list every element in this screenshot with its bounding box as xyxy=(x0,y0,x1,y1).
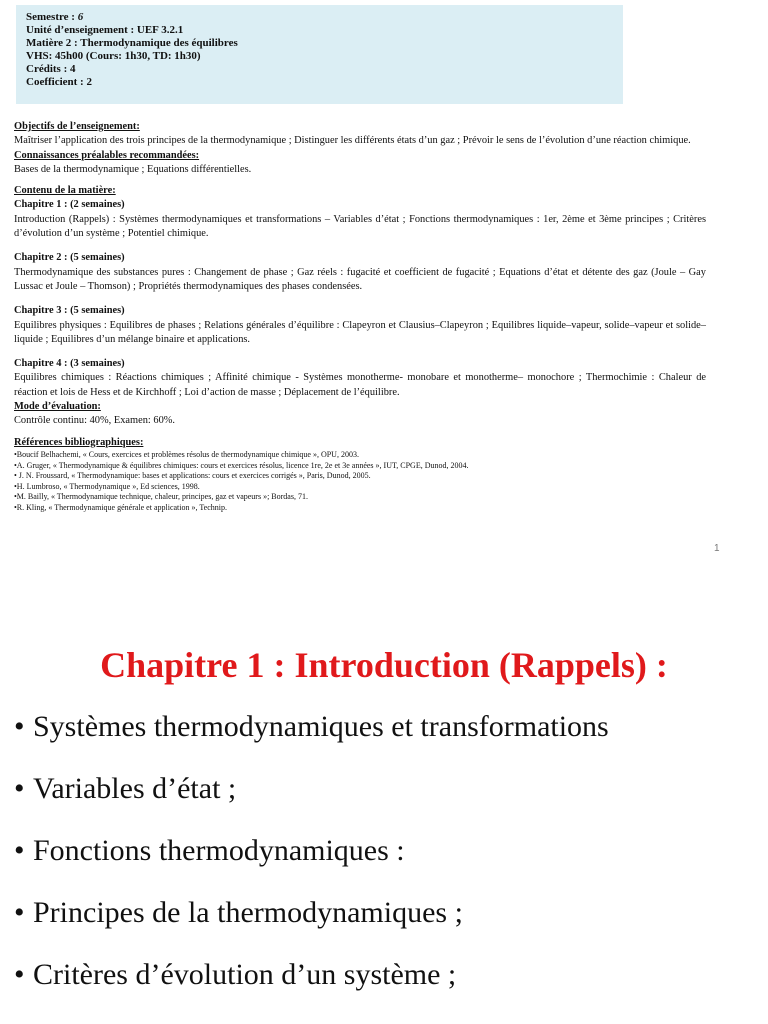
credits-line: Crédits : 4 xyxy=(26,63,76,75)
evaluation-heading: Mode d’évaluation: xyxy=(14,401,101,413)
bullet-text: Fonctions thermodynamiques : xyxy=(33,834,405,867)
chapter-1-label: Chapitre 1 : (2 semaines) xyxy=(14,199,125,211)
semestre-value: 6 xyxy=(77,11,84,23)
chapter-2-label: Chapitre 2 : (5 semaines) xyxy=(14,252,125,264)
bullet-marker: • xyxy=(14,710,25,743)
prerequis-heading: Connaissances préalables recommandées: xyxy=(14,149,200,161)
bullet-item xyxy=(14,956,764,1018)
references-list xyxy=(14,450,706,514)
bullet-text: Principes de la thermodynamiques ; xyxy=(33,896,463,929)
bullet-text: Variables d’état ; xyxy=(33,772,237,805)
semestre-label: Semestre : xyxy=(26,11,78,23)
references-heading: Références bibliographiques: xyxy=(14,436,144,448)
coefficient-line: Coefficient : 2 xyxy=(26,76,92,88)
reference-item: •R. Kling, « Thermodynamique générale et application », Technip. xyxy=(14,502,227,512)
contenu-heading: Contenu de la matière: xyxy=(14,185,116,197)
slide-chapter-1 xyxy=(0,590,768,1024)
objectifs-text: Maîtriser l’application des trois principes de la thermodynamique ; Distinguer les différents états d’un gaz ; Prévoir le sens de l’évolution d’une réaction chimique. xyxy=(14,135,691,147)
bullet-item xyxy=(14,894,764,956)
bullet-marker: • xyxy=(14,896,25,929)
bullet-list xyxy=(14,708,764,1018)
chapter-4-label: Chapitre 4 : (3 semaines) xyxy=(14,358,125,370)
chapter-1-text: Introduction (Rappels) : Systèmes thermodynamiques et transformations – Variables d’état ; Fonctions thermodynamiques : 1er, 2ème et 3ème principes ; Critères d’évolution d’un système ; Potentiel chimique. xyxy=(14,213,706,240)
reference-item: •H. Lumbroso, « Thermodynamique », Ed sciences, 1998. xyxy=(14,481,200,491)
vhs-line: VHS: 45h00 (Cours: 1h30, TD: 1h30) xyxy=(26,50,201,62)
syllabus-content xyxy=(14,120,706,514)
reference-item: •Boucif Belhachemi, « Cours, exercices et problèmes résolus de thermodynamique chimique », OPU, 2003. xyxy=(14,449,359,459)
chapter-4-text: Equilibres chimiques : Réactions chimiques ; Affinité chimique - Systèmes monotherme- monobare et monotherme– monochore ; Thermochimie : Chaleur de réaction et lois de Hess et de Kirchhoff ; Loi d’action de masse ; Déplacement de l’équilibre. xyxy=(14,372,706,398)
slide-title: Chapitre 1 : Introduction (Rappels) : xyxy=(100,645,668,685)
reference-item: •A. Gruger, « Thermodynamique & équilibres chimiques: cours et exercices résolus, licence 1re, 2e et 3e années », IUT, CPGE, Dunod, 2004. xyxy=(14,460,469,470)
reference-item: •M. Bailly, « Thermodynamique technique, chaleur, principes, gaz et vapeurs »; Bordas, 71. xyxy=(14,492,308,502)
evaluation-text: Contrôle continu: 40%, Examen: 60%. xyxy=(14,415,176,427)
bullet-item xyxy=(14,708,764,770)
bullet-marker: • xyxy=(14,958,25,991)
bullet-text: Systèmes thermodynamiques et transformations xyxy=(33,710,609,743)
bullet-marker: • xyxy=(14,834,25,867)
page-number: 1 xyxy=(714,543,720,554)
course-info-box xyxy=(16,5,623,104)
objectifs-heading: Objectifs de l’enseignement: xyxy=(14,121,140,132)
chapter-3-text: Equilibres physiques : Equilibres de phases ; Relations générales d’équilibre : Clapeyron et Clausius–Clapeyron ; Equilibres liquide–vapeur, solide–vapeur et solide–liquide ; Equilibres d’un mélange binaire et applications. xyxy=(14,319,706,345)
bullet-item xyxy=(14,770,764,832)
chapter-3-label: Chapitre 3 : (5 semaines) xyxy=(14,305,125,317)
matiere-line: Matière 2 : Thermodynamique des équilibres xyxy=(26,37,238,49)
bullet-marker: • xyxy=(14,772,25,805)
chapter-2-text: Thermodynamique des substances pures : Changement de phase ; Gaz réels : fugacité et coefficient de fugacité ; Equations d’état et détente des gaz (Joule – Gay Lussac et Joule – Thomson) ; Propriétés thermodynamiques des phases condensées. xyxy=(14,266,706,292)
bullet-text: Critères d’évolution d’un système ; xyxy=(33,958,457,991)
prerequis-text: Bases de la thermodynamique ; Equations différentielles. xyxy=(14,163,252,175)
unite-line: Unité d’enseignement : UEF 3.2.1 xyxy=(26,24,184,36)
reference-item: • J. N. Froussard, « Thermodynamique: bases et applications: cours et exercices corrigés », Paris, Dunod, 2005. xyxy=(14,471,371,481)
bullet-item xyxy=(14,832,764,894)
semestre-line xyxy=(26,11,623,24)
